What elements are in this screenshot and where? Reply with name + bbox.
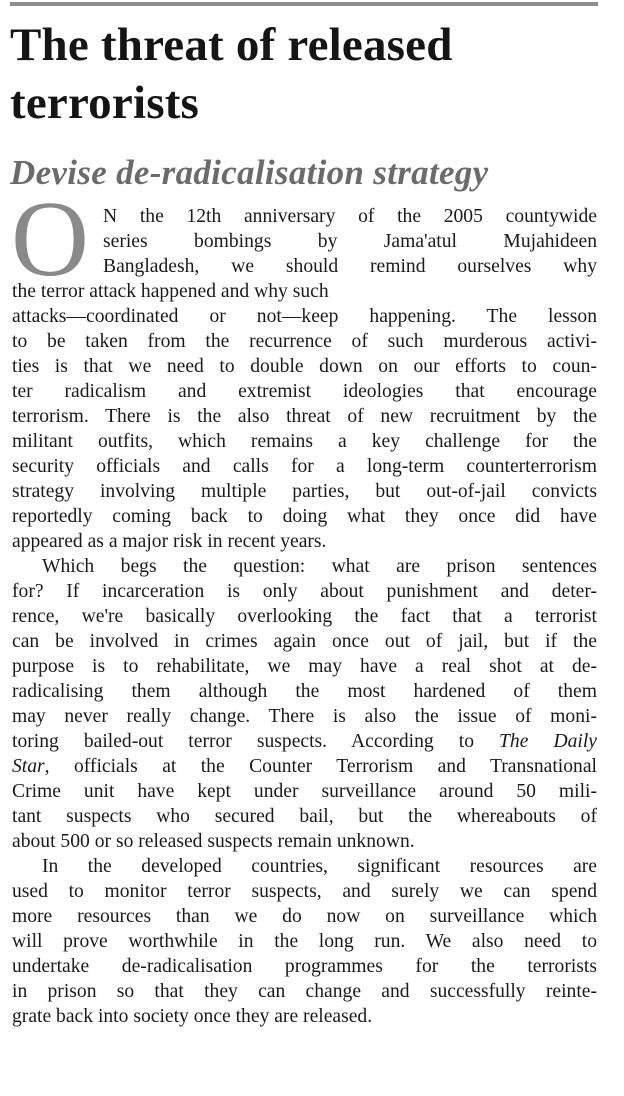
body-text: , officials at the Counter Terrorism and Transnational — [44, 756, 597, 777]
body-line: Which begs the question: what are prison sentences — [42, 556, 597, 577]
body-line: ties is that we need to double down on our efforts to coun- — [12, 356, 597, 377]
body-line: the terror attack happened and why such — [12, 281, 329, 302]
body-text: toring bailed-out terror suspects. According to — [12, 731, 500, 752]
publication-name: The Daily — [499, 731, 597, 752]
body-line: N the 12th anniversary of the 2005 countywide — [103, 206, 597, 227]
headline-line-2: terrorists — [10, 77, 200, 129]
body-line: tant suspects who secured bail, but the whereabouts of — [12, 806, 597, 827]
headline-line-1: The threat of released — [10, 19, 453, 71]
body-line: rence, we're basically overlooking the fact that a terrorist — [12, 606, 597, 627]
body-line: will prove worthwhile in the long run. We also need to — [12, 931, 597, 952]
body-line: Crime unit have kept under surveillance around 50 mili- — [12, 781, 597, 802]
drop-cap: O — [11, 180, 89, 299]
body-line: terrorism. There is the also threat of new recruitment by the — [12, 406, 597, 427]
body-line: appeared as a major risk in recent years. — [12, 531, 327, 552]
body-line: purpose is to rehabilitate, we may have a real shot at de- — [12, 656, 597, 677]
publication-name: Star — [12, 756, 45, 777]
body-line: in prison so that they can change and successfully reinte- — [12, 981, 597, 1002]
body-line: strategy involving multiple parties, but out-of-jail convicts — [12, 481, 597, 502]
body-line: can be involved in crimes again once out of jail, but if the — [12, 631, 597, 652]
subheadline: Devise de-radicalisation strategy — [10, 153, 489, 192]
body-line: In the developed countries, significant resources are — [42, 856, 597, 877]
body-line: security officials and calls for a long-term counterterrorism — [12, 456, 597, 477]
body-line: used to monitor terror suspects, and surely we can spend — [12, 881, 597, 902]
body-line — [12, 730, 597, 754]
body-line: ter radicalism and extremist ideologies that encourage — [12, 381, 597, 402]
body-line — [12, 755, 597, 779]
body-line: for? If incarceration is only about punishment and deter- — [12, 581, 597, 602]
body-line: attacks—coordinated or not—keep happening. The lesson — [12, 306, 597, 327]
body-line: reportedly coming back to doing what they once did have — [12, 506, 597, 527]
body-line: to be taken from the recurrence of such murderous activi- — [12, 331, 597, 352]
body-line: radicalising them although the most hardened of them — [12, 681, 597, 702]
body-line: more resources than we do now on surveillance which — [12, 906, 597, 927]
body-line: Bangladesh, we should remind ourselves why — [103, 256, 597, 277]
body-line: about 500 or so released suspects remain unknown. — [12, 831, 415, 852]
body-line: militant outfits, which remains a key challenge for the — [12, 431, 597, 452]
body-line: undertake de-radicalisation programmes for the terrorists — [12, 956, 597, 977]
body-line: series bombings by Jama'atul Mujahideen — [103, 231, 597, 252]
body-line: may never really change. There is also the issue of moni- — [12, 706, 597, 727]
body-line: grate back into society once they are released. — [12, 1006, 373, 1027]
